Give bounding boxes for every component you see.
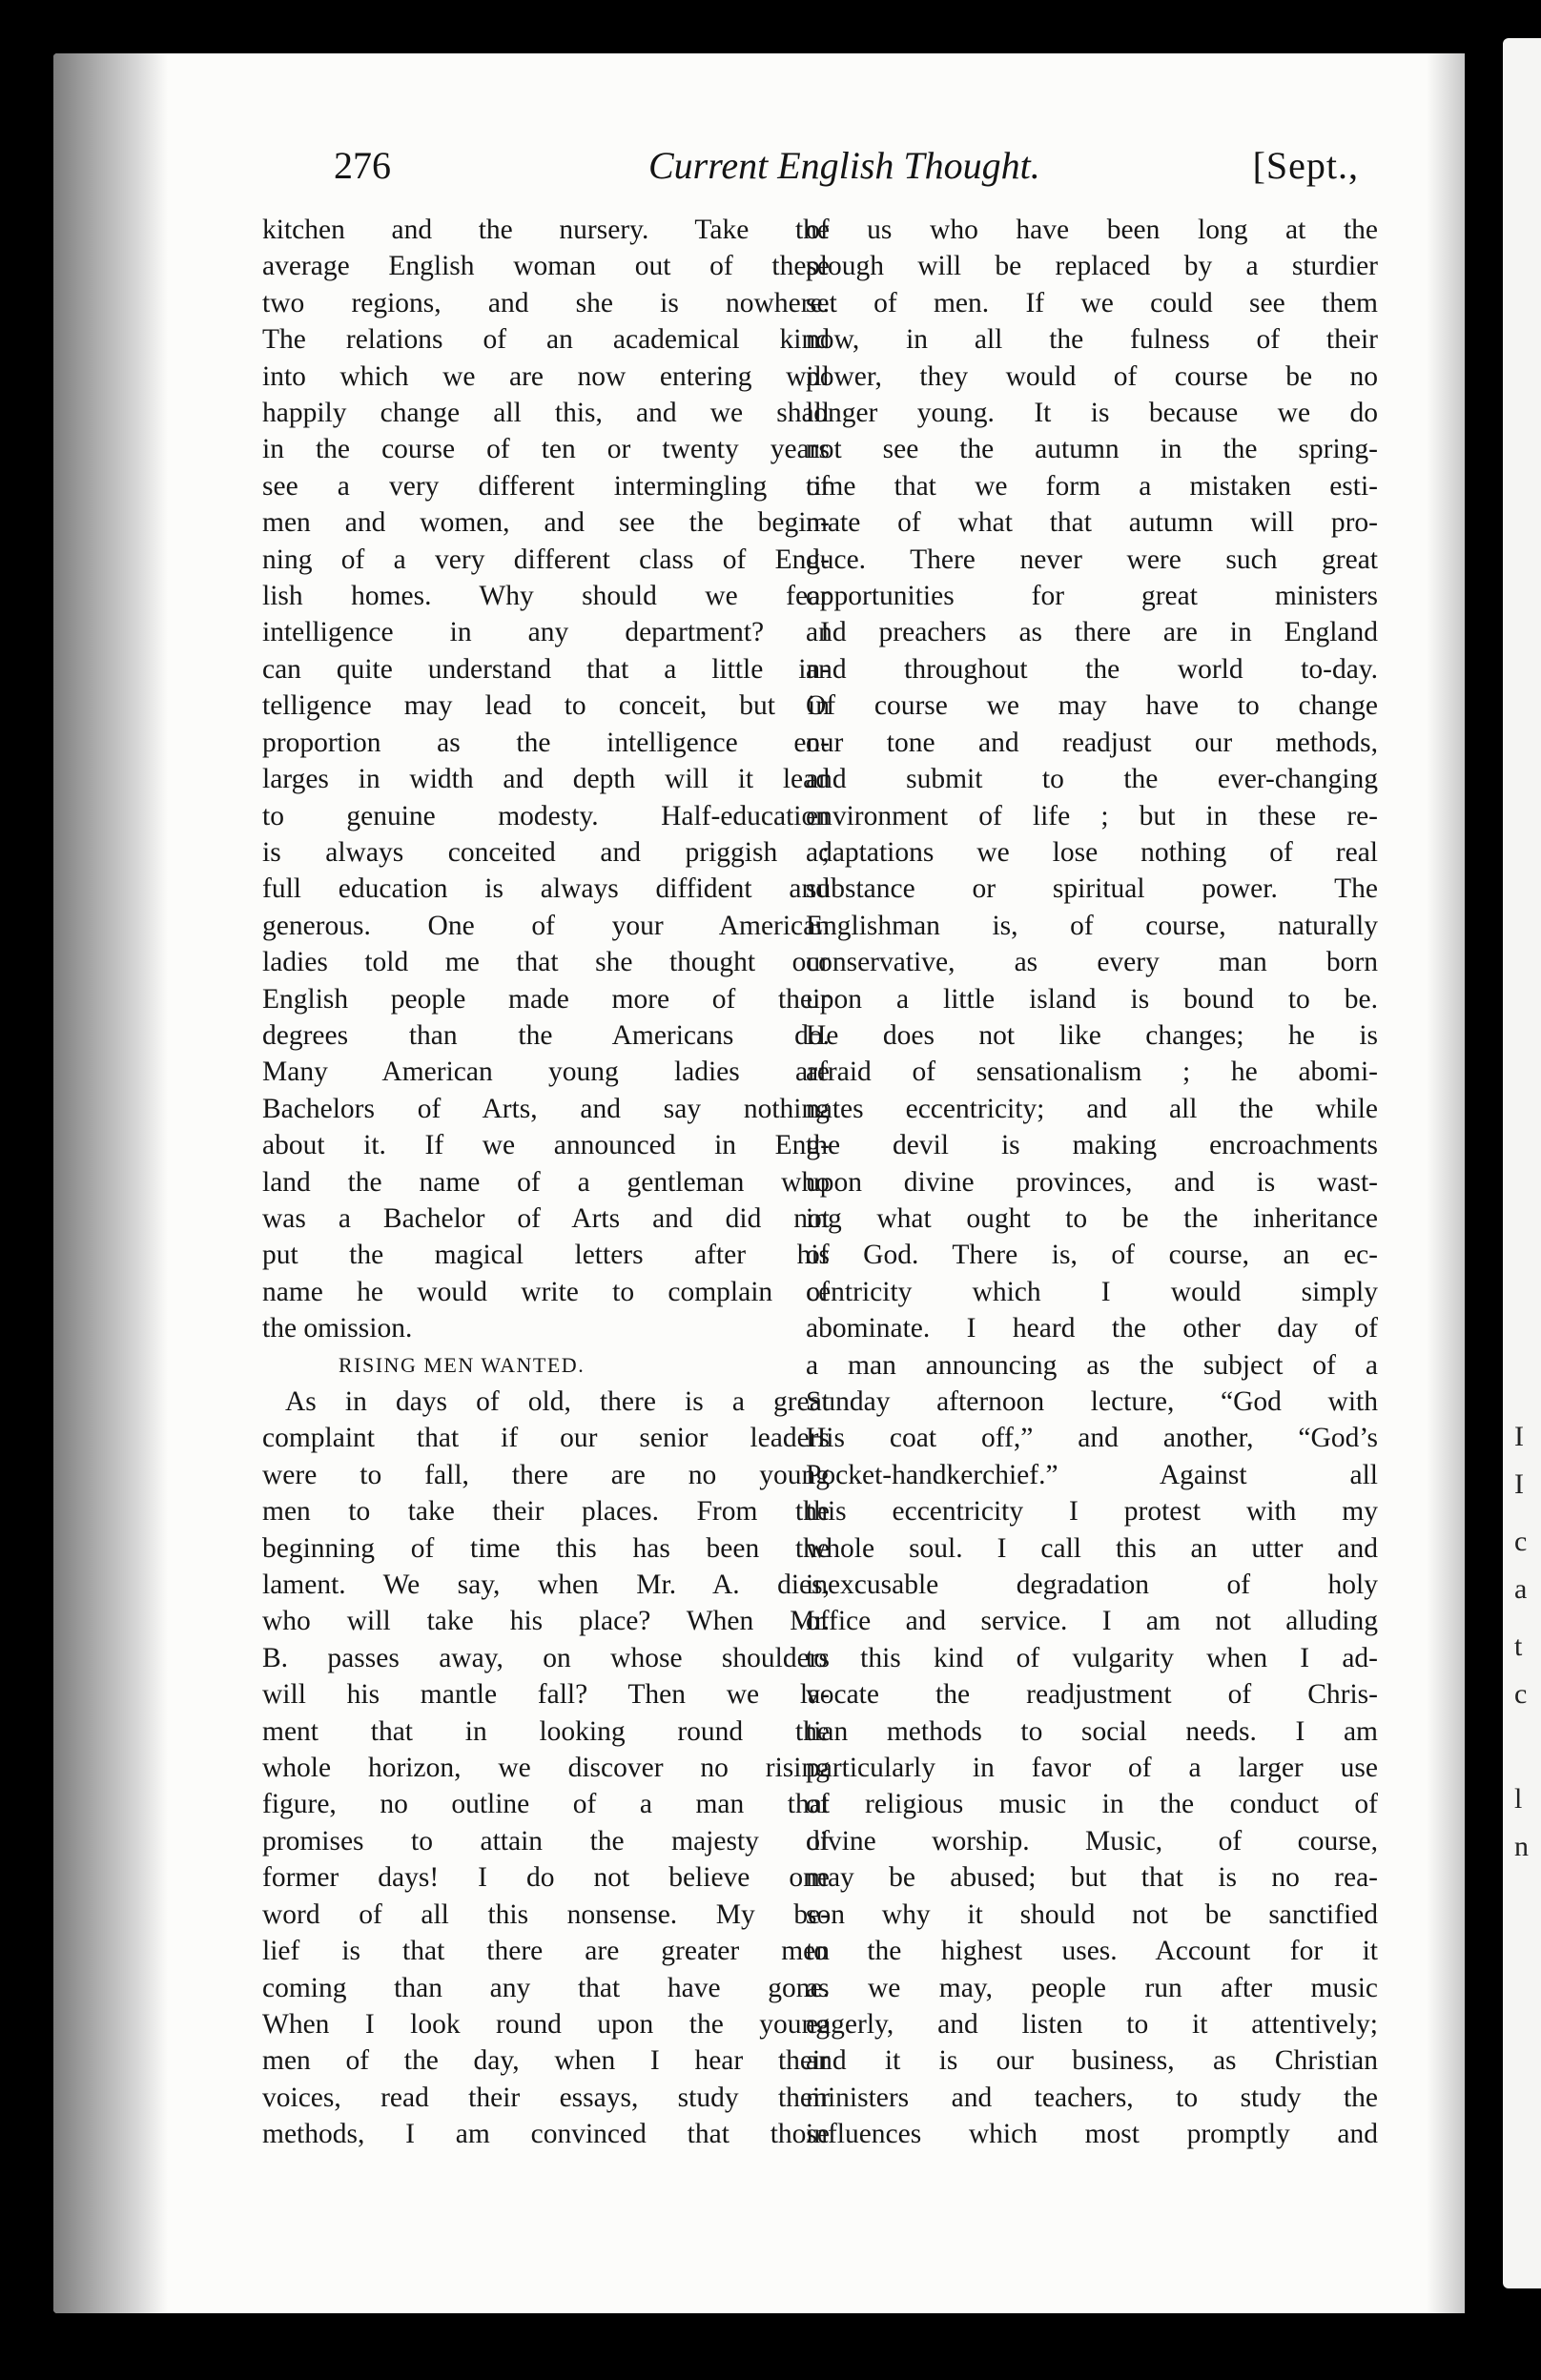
text-line: The relations of an academical kind — [262, 324, 830, 356]
text-line: particularly in favor of a larger use — [806, 1753, 1378, 1784]
text-line: about it. If we announced in Eng- — [262, 1130, 830, 1161]
text-line: larges in width and depth will it lead — [262, 764, 830, 795]
text-line: men and women, and see the begin- — [262, 507, 830, 539]
section-subheading: RISING MEN WANTED. — [339, 1352, 586, 1377]
text-line: upon a little island is bound to be. — [806, 983, 1378, 1015]
text-line: complaint that if our senior leaders — [262, 1423, 830, 1454]
text-line: ladies told me that she thought our — [262, 947, 830, 978]
text-line: men of the day, when I hear their — [262, 2045, 830, 2077]
text-line: lief is that there are greater men — [262, 1936, 830, 1967]
text-line: this eccentricity I protest with my — [806, 1496, 1378, 1528]
text-line: opportunities for great ministers — [806, 581, 1378, 612]
text-line: beginning of time this has been the — [262, 1532, 830, 1564]
text-line: When I look round upon the young — [262, 2008, 830, 2040]
text-line: environment of life ; but in these re- — [806, 800, 1378, 831]
text-line: Bachelors of Arts, and say nothing — [262, 1093, 830, 1124]
text-line: whole soul. I call this an utter and — [806, 1532, 1378, 1564]
text-line: word of all this nonsense. My be- — [262, 1898, 830, 1930]
text-line: the omission. — [262, 1313, 413, 1344]
next-page-letter: a — [1514, 1573, 1528, 1605]
text-line: Sunday afternoon lecture, “God with — [806, 1386, 1378, 1417]
text-line: may be abused; but that is no rea- — [806, 1862, 1378, 1894]
text-line: lish homes. Why should we fear — [262, 581, 830, 612]
text-line: of God. There is, of course, an ec- — [806, 1240, 1378, 1271]
text-line: vocate the readjustment of Chris- — [806, 1679, 1378, 1711]
text-line: nates eccentricity; and all the while — [806, 1093, 1378, 1124]
text-line: methods, I am convinced that those — [262, 2119, 830, 2150]
text-line: Englishman is, of course, naturally — [806, 910, 1378, 941]
text-line: the devil is making encroachments — [806, 1130, 1378, 1161]
text-line: ment that in looking round the — [262, 1715, 830, 1747]
text-line: intelligence in any department? I — [262, 617, 830, 648]
text-line: to genuine modesty. Half-education — [262, 800, 830, 831]
text-line: two regions, and she is nowhere. — [262, 287, 830, 318]
text-line: proportion as the intelligence en- — [262, 727, 830, 758]
text-line: Of course we may have to change — [806, 690, 1378, 722]
running-month: [Sept., — [1252, 144, 1359, 187]
text-line: now, in all the fulness of their — [806, 324, 1378, 356]
left-column — [262, 212, 830, 2153]
text-line: duce. There never were such great — [806, 544, 1378, 575]
text-line: conservative, as every man born — [806, 947, 1378, 978]
text-line: ning of a very different class of Eng- — [262, 544, 830, 575]
text-line: men to take their places. From the — [262, 1496, 830, 1528]
text-line: were to fall, there are no young — [262, 1459, 830, 1490]
text-line: influences which most promptly and — [806, 2119, 1378, 2150]
text-line: substance or spiritual power. The — [806, 873, 1378, 905]
text-line: of us who have been long at the — [806, 215, 1378, 245]
text-line: whole horizon, we discover no rising — [262, 1753, 830, 1784]
text-line: not see the autumn in the spring- — [806, 434, 1378, 465]
page-edge-shadow — [53, 53, 168, 2313]
text-line: generous. One of your American — [262, 910, 830, 941]
text-line: plough will be replaced by a sturdier — [806, 251, 1378, 282]
right-column — [806, 212, 1378, 2153]
text-line: as we may, people run after music — [806, 1972, 1378, 2003]
text-line: and it is our business, as Christian — [806, 2045, 1378, 2077]
text-line: As in days of old, there is a great — [285, 1386, 830, 1417]
text-line: upon divine provinces, and is wast- — [806, 1166, 1378, 1198]
text-line: was a Bachelor of Arts and did not — [262, 1202, 830, 1234]
text-line: and throughout the world to-day. — [806, 653, 1378, 685]
text-line: adaptations we lose nothing of real — [806, 836, 1378, 868]
text-line: afraid of sensationalism ; he abomi- — [806, 1057, 1378, 1088]
text-line: office and service. I am not alluding — [806, 1606, 1378, 1637]
text-line: and preachers as there are in England — [806, 617, 1378, 648]
text-line: voices, read their essays, study their — [262, 2082, 830, 2113]
text-line: to the highest uses. Account for it — [806, 1936, 1378, 1967]
text-line: power, they would of course be no — [806, 360, 1378, 392]
text-line: B. passes away, on whose shoulders — [262, 1642, 830, 1673]
text-line: abominate. I heard the other day of — [806, 1313, 1378, 1344]
next-page-letter: c — [1514, 1678, 1528, 1710]
page-number: 276 — [334, 144, 391, 187]
text-line: our tone and readjust our methods, — [806, 727, 1378, 758]
page-gutter — [1427, 53, 1465, 2313]
text-line: inexcusable degradation of holy — [806, 1570, 1378, 1601]
text-line: centricity which I would simply — [806, 1276, 1378, 1307]
next-page-letter: t — [1514, 1631, 1523, 1662]
text-line: divine worship. Music, of course, — [806, 1825, 1378, 1857]
text-line: His coat off,” and another, “God’s — [806, 1423, 1378, 1454]
text-line: land the name of a gentleman who — [262, 1166, 830, 1198]
running-head — [334, 143, 1359, 200]
text-line: full education is always diffident and — [262, 873, 830, 905]
text-line: mate of what that autumn will pro- — [806, 507, 1378, 539]
text-line: Many American young ladies are — [262, 1057, 830, 1088]
text-line: into which we are now entering will — [262, 360, 830, 392]
text-line: former days! I do not believe one — [262, 1862, 830, 1894]
next-page-letter: I — [1514, 1421, 1524, 1452]
text-line: tian methods to social needs. I am — [806, 1715, 1378, 1747]
next-page-letter: I — [1514, 1468, 1524, 1500]
text-line: eagerly, and listen to it attentively; — [806, 2008, 1378, 2040]
text-line: Pocket-handkerchief.” Against all — [806, 1459, 1378, 1490]
text-line: a man announcing as the subject of a — [806, 1349, 1378, 1381]
running-title: Current English Thought. — [648, 144, 1040, 187]
text-line: in the course of ten or twenty years — [262, 434, 830, 465]
text-line: name he would write to complain of — [262, 1276, 830, 1307]
text-line: happily change all this, and we shall — [262, 398, 830, 429]
text-line: can quite understand that a little in- — [262, 653, 830, 685]
next-page-letter: c — [1514, 1526, 1528, 1557]
text-line: promises to attain the majesty of — [262, 1825, 830, 1857]
text-line: kitchen and the nursery. Take the — [262, 215, 830, 245]
text-line: He does not like changes; he is — [806, 1019, 1378, 1051]
text-line: degrees than the Americans do. — [262, 1019, 830, 1051]
text-line: longer young. It is because we do — [806, 398, 1378, 429]
text-line: son why it should not be sanctified — [806, 1898, 1378, 1930]
text-line: lament. We say, when Mr. A. dies, — [262, 1570, 830, 1601]
text-line: figure, no outline of a man that — [262, 1789, 830, 1820]
text-line: English people made more of their — [262, 983, 830, 1015]
text-line: will his mantle fall? Then we la- — [262, 1679, 830, 1711]
text-line: telligence may lead to conceit, but in — [262, 690, 830, 722]
text-line: ing what ought to be the inheritance — [806, 1202, 1378, 1234]
text-line: put the magical letters after his — [262, 1240, 830, 1271]
text-line: see a very different intermingling of — [262, 470, 830, 502]
text-line: and submit to the ever-changing — [806, 764, 1378, 795]
text-line: is always conceited and priggish ; — [262, 836, 830, 868]
text-line: coming than any that have gone. — [262, 1972, 830, 2003]
next-page-letter: n — [1514, 1831, 1529, 1862]
text-line: average English woman out of these — [262, 251, 830, 282]
text-line: to this kind of vulgarity when I ad- — [806, 1642, 1378, 1673]
text-line: set of men. If we could see them — [806, 287, 1378, 318]
text-line: of religious music in the conduct of — [806, 1789, 1378, 1820]
next-page-edge — [1493, 0, 1541, 2380]
text-line: who will take his place? When Mr. — [262, 1606, 830, 1637]
next-page-sliver — [1503, 38, 1541, 2288]
next-page-letter: l — [1514, 1783, 1523, 1815]
text-line: ministers and teachers, to study the — [806, 2082, 1378, 2113]
text-line: time that we form a mistaken esti- — [806, 470, 1378, 502]
